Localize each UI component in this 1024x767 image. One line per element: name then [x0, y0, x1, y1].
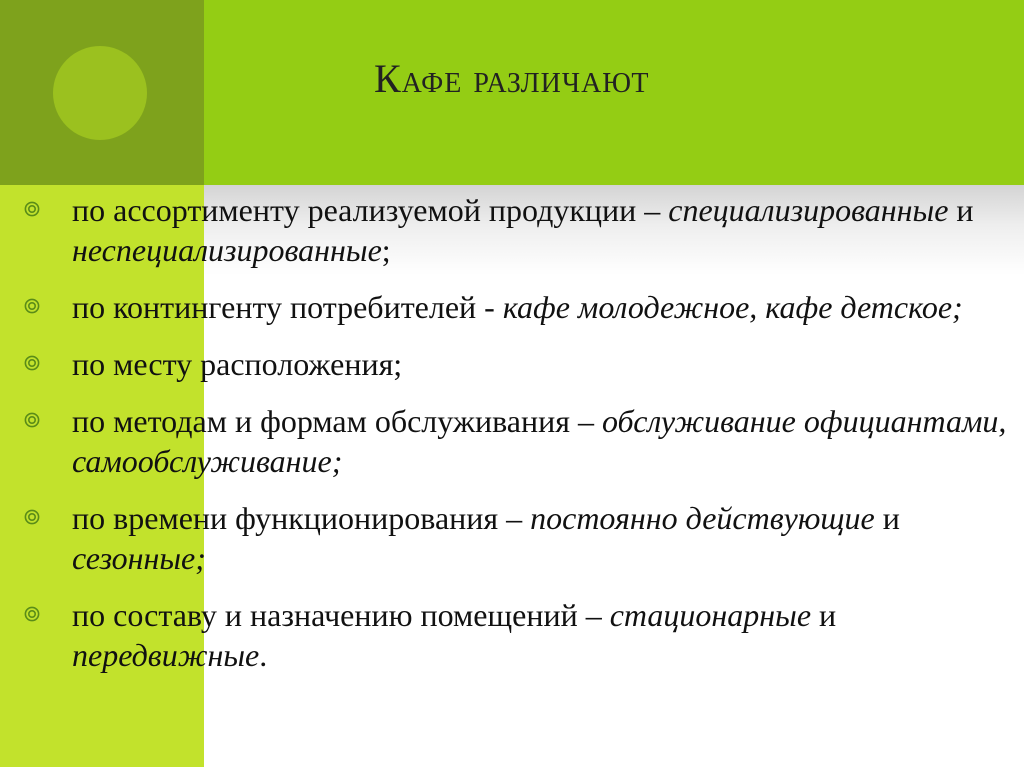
corner-block — [0, 0, 204, 185]
item-italic-text-2: неспециализированные — [72, 232, 382, 268]
slide-title: Кафе различают — [374, 56, 650, 101]
item-lead-text: по времени функционирования – — [72, 500, 531, 536]
item-lead-text: по составу и назначению помещений – — [72, 597, 610, 633]
item-italic-text: обслуживание официантами, самообслуживание; — [72, 403, 1007, 479]
list-item — [22, 595, 1012, 675]
item-tail-text: ; — [381, 232, 391, 268]
list-item — [22, 344, 1012, 384]
double-ring-bullet-icon — [24, 201, 40, 217]
list-item — [22, 287, 1012, 327]
item-connector-text: и — [811, 597, 837, 633]
double-ring-bullet-icon — [24, 355, 40, 371]
item-italic-text: постоянно действующие — [530, 500, 875, 536]
double-ring-bullet-icon — [24, 412, 40, 428]
item-italic-text-2: сезонные; — [72, 540, 206, 576]
item-lead-text: по ассортименту реализуемой продукции – — [72, 192, 669, 228]
bullet-list — [22, 190, 1012, 692]
item-connector-text: и — [874, 500, 900, 536]
item-italic-text-2: передвижные — [72, 637, 260, 673]
item-lead-text: по методам и формам обслуживания – — [72, 403, 602, 439]
list-item — [22, 401, 1012, 481]
double-ring-bullet-icon — [24, 298, 40, 314]
item-tail-text: . — [259, 637, 268, 673]
double-ring-bullet-icon — [24, 509, 40, 525]
decorative-circle — [53, 46, 147, 140]
item-lead-text: по контингенту потребителей - — [72, 289, 503, 325]
item-italic-text: стационарные — [609, 597, 812, 633]
item-connector-text: и — [948, 192, 974, 228]
item-italic-text: кафе молодежное, кафе детское; — [502, 289, 963, 325]
item-italic-text: специализированные — [668, 192, 949, 228]
double-ring-bullet-icon — [24, 606, 40, 622]
list-item — [22, 498, 1012, 578]
list-item — [22, 190, 1012, 270]
item-lead-text: по месту расположения; — [72, 346, 403, 382]
